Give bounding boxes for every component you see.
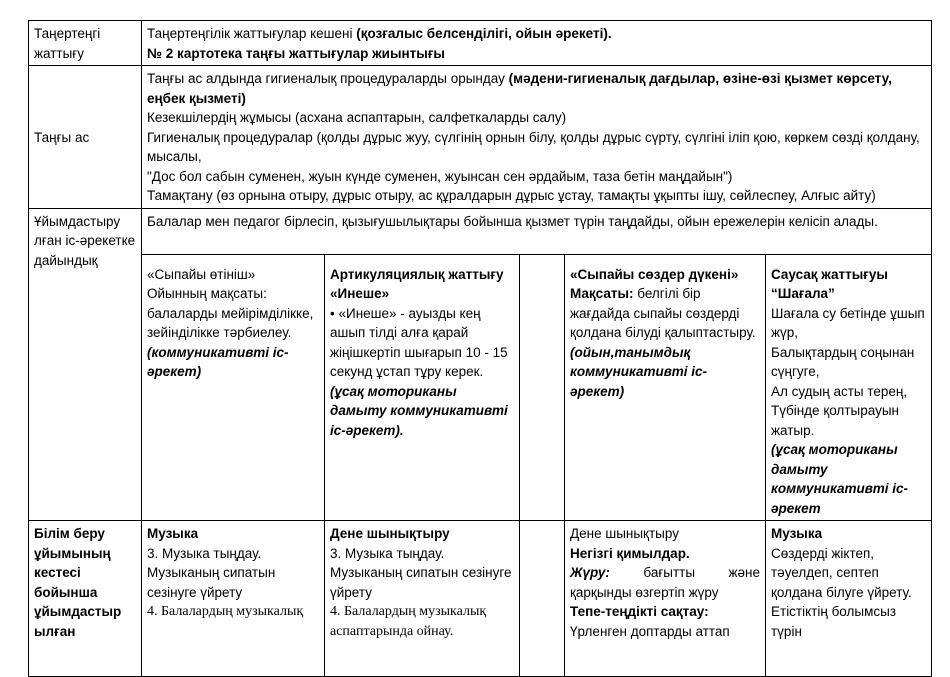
- activity-4-title: «Сыпайы сөздер дүкені»: [570, 266, 739, 282]
- schedule-col-2: [325, 521, 520, 677]
- preparation-intro: Балалар мен педагог бірлесіп, қызығушылықтары бойынша қызмет түрін таңдайды, ойын ережелерін келісіп алады.: [142, 208, 932, 254]
- row-label-morning-exercise: Таңертеңгі жаттығу: [29, 21, 142, 66]
- activity-1-body: Ойынның мақсаты: балаларды мейірімділікке, зейінділікке тәрбиелеу.: [147, 286, 314, 340]
- breakfast-p3: Гигиеналық процедуралар (қолды дұрыс жуу, сүлгінің орнын білу, қолды дұрыс сүрту, сүлгіні іліп қою, көркем сөзді қолдану, мысалы,: [147, 129, 920, 164]
- activity-empty: [520, 254, 565, 521]
- schedule-1-l1: 3. Музыка тыңдау.: [147, 545, 262, 561]
- activity-4-body: белгілі бір жағдайда сыпайы сөздерді қолдана білуді қалыптастыру.: [570, 286, 756, 340]
- activity-2-title: Артикуляциялық жаттығу «Инеше»: [330, 266, 504, 301]
- breakfast-p5: Тамақтану (өз орнына отыру, дұрыс отыру, ас құралдарын дұрыс ұстау, тамақты ұқыпты ішу, сөйлеспеу, Алғыс айту): [147, 188, 876, 203]
- morning-exercise-content: [142, 21, 932, 66]
- row-breakfast: [29, 66, 932, 209]
- schedule-4-walk-wrap: [570, 563, 760, 602]
- breakfast-content: [142, 66, 932, 209]
- activity-2-tag: (ұсақ моториканы дамыту коммуникативті іс-әрекет).: [330, 383, 508, 438]
- schedule-1-title: Музыка: [147, 526, 199, 541]
- row-morning-exercise: [29, 21, 932, 66]
- schedule-1-l2: Музыканың сипатын сезінуге үйрету: [147, 565, 276, 600]
- row-label-preparation: Ұйымдастыру лған іс-әрекетке дайындық: [29, 208, 142, 521]
- activity-4-tag: (ойын,танымдық коммуникативті іс-әрекет): [570, 344, 707, 399]
- activity-5-line-3: Ал судың асты терең,: [771, 383, 908, 399]
- breakfast-p1-bold: (мәдени-гигиеналық дағдылар, өзіне-өзі қызмет көрсету, еңбек қызметі): [147, 71, 892, 106]
- breakfast-p4: "Дос бол сабын суменен, жуын күнде суменен, жуынсан сен әрдайым, таза бетін маңдайын"): [147, 168, 733, 184]
- schedule-4-balance-label: Тепе-теңдікті сақтау:: [570, 604, 709, 619]
- row-organized-activity: [29, 521, 932, 677]
- row-preparation-activities: [29, 254, 932, 521]
- schedule-5-body: Сөздерді жіктеп, тәуелдеп, септеп қолдана білуге үйрету. Етістіктің болымсыз түрін: [771, 545, 912, 639]
- schedule-4-balance-text: Үрленген доптарды аттап: [570, 623, 730, 639]
- activity-5-tag: (ұсақ моториканы дамыту коммуникативті іс-әрекет: [771, 442, 908, 516]
- activity-5-line-4: Түбінде қолтырауын жатыр.: [771, 403, 899, 438]
- activity-5-title: Саусақ жаттығуы “Шағала”: [771, 266, 888, 301]
- activity-5-line-2: Балықтардың соңынан сүңгуге,: [771, 344, 915, 379]
- schedule-col-3-empty: [520, 521, 565, 677]
- activity-1-tag: (коммуникативті іс-әрекет): [147, 344, 289, 379]
- morning-exercise-text: Таңертеңгілік жаттығулар кешені: [147, 26, 357, 41]
- morning-exercise-card: № 2 картотека таңғы жаттығулар жиынтығы: [147, 45, 445, 61]
- morning-exercise-bold: (қозғалыс белсенділігі, ойын әрекеті).: [356, 26, 612, 41]
- activity-polite-request: [142, 254, 325, 521]
- activity-polite-words-shop: [565, 254, 766, 521]
- activity-4-label: Мақсаты:: [570, 286, 634, 301]
- daily-plan-table: [28, 20, 932, 677]
- schedule-1-l3: 4. Балалардың музыкалық: [147, 604, 304, 619]
- schedule-5-title: Музыка: [771, 526, 823, 541]
- row-label-organized-activity: Білім беру ұйымының кестесі бойынша ұйымдастыр ылған: [29, 521, 142, 677]
- activity-4-body-wrap: [570, 286, 756, 340]
- activity-articulation: [325, 254, 520, 521]
- activity-2-body: • «Инеше» - ауызды кең ашып тілді алға қарай жіңішкертіп шығарып 10 - 15 секунд ұстап тұру керек.: [330, 305, 508, 379]
- activity-finger-exercise: [766, 254, 932, 521]
- schedule-2-l2: Музыканың сипатын сезінуге үйрету: [330, 565, 512, 600]
- schedule-4-title: Дене шынықтыру: [570, 526, 679, 541]
- breakfast-p2: Кезекшілердің жұмысы (асхана аспаптарын, салфеткаларды салу): [147, 110, 567, 125]
- schedule-4-walk-label: Жүру:: [570, 565, 610, 580]
- activity-5-line-1: Шағала су бетінде ұшып жүр,: [771, 305, 925, 340]
- activity-1-title: «Сыпайы өтініш»: [147, 266, 256, 282]
- schedule-2-title: Дене шынықтыру: [330, 526, 450, 541]
- schedule-4-sub: Негізгі қимылдар.: [570, 545, 690, 561]
- row-preparation-intro: [29, 208, 932, 254]
- schedule-col-5: [766, 521, 932, 677]
- schedule-col-1: [142, 521, 325, 677]
- schedule-2-l1: 3. Музыка тыңдау.: [330, 545, 445, 561]
- schedule-col-4: [565, 521, 766, 677]
- breakfast-p1: Таңғы ас алдында гигиеналық процедураларды орындау: [147, 71, 509, 86]
- row-label-breakfast: Таңғы ас: [29, 66, 142, 209]
- schedule-4-walk: бағытты және қарқынды өзгертіп жүру: [570, 565, 760, 600]
- schedule-2-l3: 4. Балалардың музыкалық аспаптарында ойнау.: [330, 604, 487, 639]
